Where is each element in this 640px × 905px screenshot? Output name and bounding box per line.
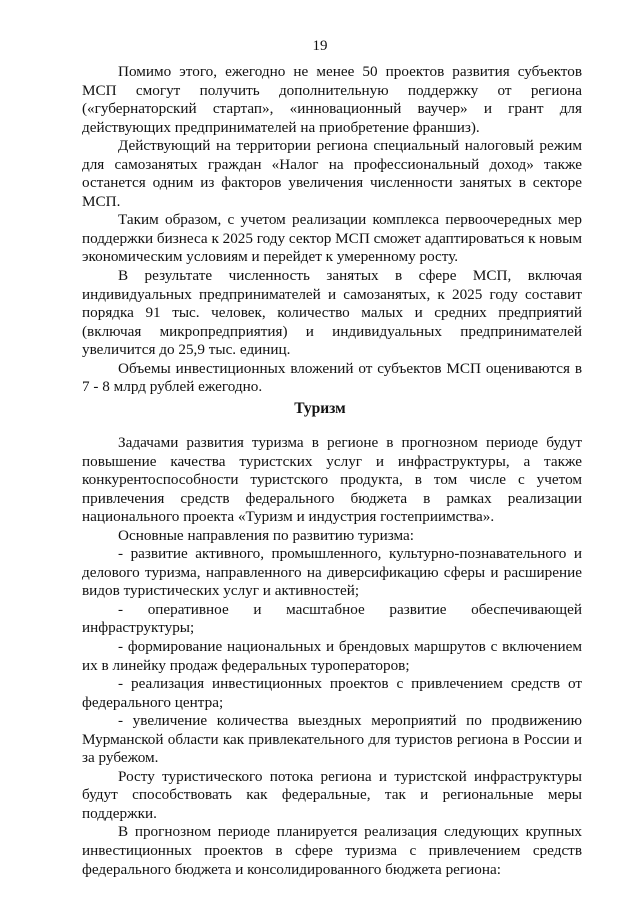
paragraph: Таким образом, с учетом реализации комплекса первоочередных мер поддержки бизнеса к 2025 году сектор МСП сможет адаптироваться к новым экономическим условиям и перейдет к умеренному росту. xyxy=(82,211,582,266)
list-item: - формирование национальных и брендовых маршрутов с включением их в линейку продаж федеральных туроператоров; xyxy=(82,638,582,674)
tourism-section xyxy=(82,434,582,879)
list-item: - реализация инвестиционных проектов с привлечением средств от федерального центра; xyxy=(82,675,582,711)
paragraph: В прогнозном периоде планируется реализация следующих крупных инвестиционных проектов в сфере туризма с привлечением средств федерального бюджета и консолидированного бюджета региона: xyxy=(82,823,582,878)
section-heading: Туризм xyxy=(294,400,346,417)
list-item: - увеличение количества выездных мероприятий по продвижению Мурманской области как привлекательного для туристов региона в России и за рубежом. xyxy=(82,712,582,767)
page-number: 19 xyxy=(312,38,328,54)
paragraph: Действующий на территории региона специальный налоговый режим для самозанятых граждан «Налог на профессиональный доход» также останется одним из факторов увеличения численности занятых в секторе МСП. xyxy=(82,137,582,210)
paragraph: Росту туристического потока региона и туристской инфраструктуры будут способствовать как федеральные, так и региональные меры поддержки. xyxy=(82,767,582,822)
paragraph: Задачами развития туризма в регионе в прогнозном периоде будут повышение качества туристских услуг и инфраструктуры, а также конкурентоспособности туристского продукта, в том числе с учетом привлечения средств федерального бюджета в рамках реализации национального проекта «Туризм и индустрия гостеприимства». xyxy=(82,434,582,526)
paragraph: Основные направления по развитию туризма: xyxy=(118,526,414,544)
paragraph: Помимо этого, ежегодно не менее 50 проектов развития субъектов МСП смогут получить дополнительную поддержку от региона («губернаторский стартап», «инновационный ваучер» и грант для действующих предпринимателей на приобретение франшиз). xyxy=(82,63,582,136)
list-item: - оперативное и масштабное развитие обеспечивающей инфраструктуры; xyxy=(82,600,582,637)
paragraph: Объемы инвестиционных вложений от субъектов МСП оцениваются в 7 - 8 млрд рублей ежегодно. xyxy=(82,359,582,396)
paragraph: В результате численность занятых в сфере МСП, включая индивидуальных предпринимателей и самозанятых, к 2025 году составит порядка 91 тыс. человек, количество малых и средних предприятий (включая микропредприятия) и индивидуальных предпринимателей увеличится до 25,9 тыс. единиц. xyxy=(82,267,582,359)
msp-section xyxy=(82,63,582,397)
list-item: - развитие активного, промышленного, культурно-познавательного и делового туризма, направленного на диверсификацию сферы и расширение видов туристических услуг и активностей; xyxy=(82,545,582,600)
